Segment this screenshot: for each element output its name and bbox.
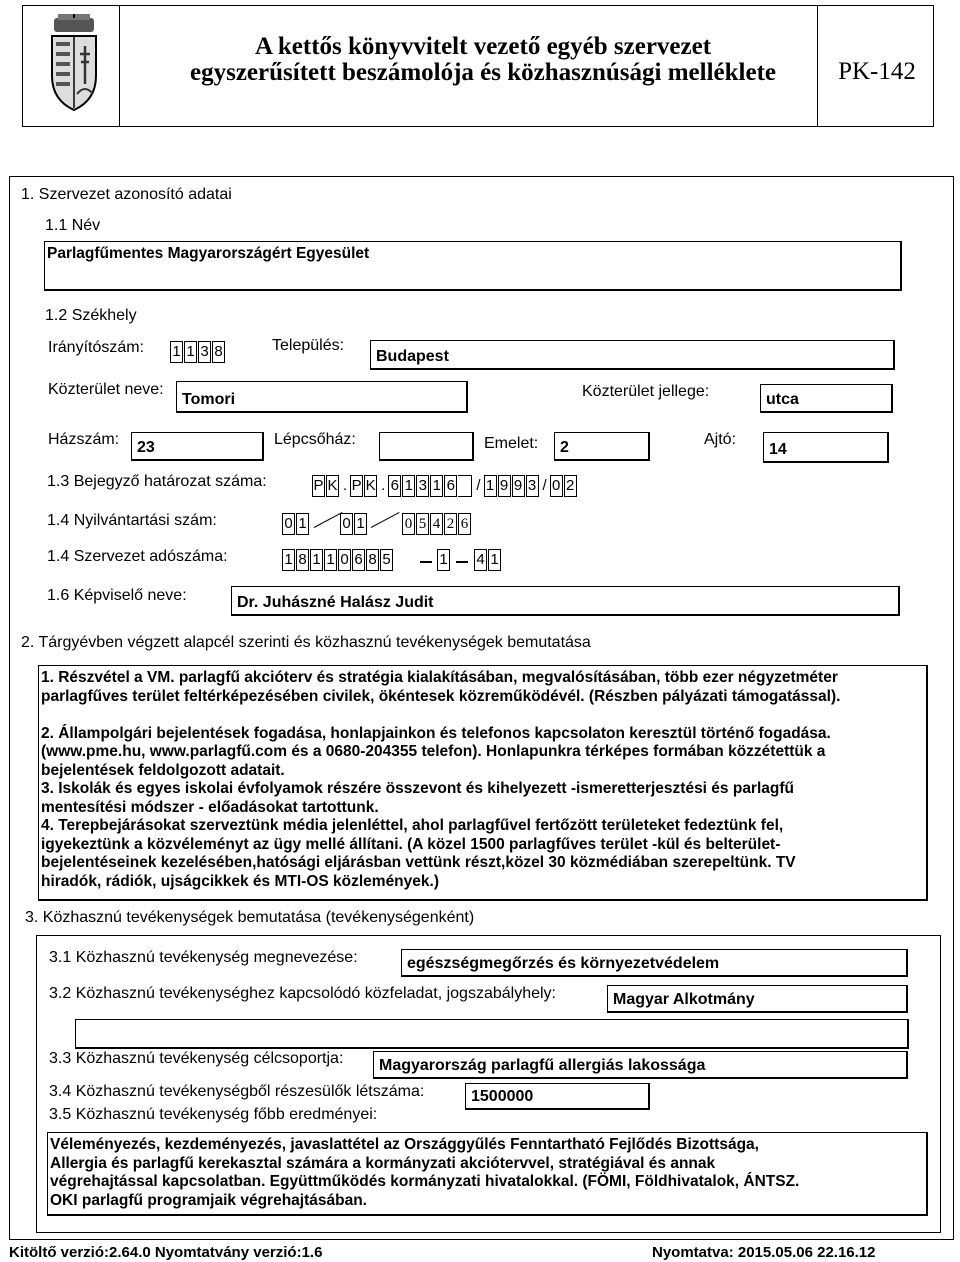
tax-dash — [456, 561, 468, 563]
tax-label: 1.4 Szervezet adószáma: — [47, 548, 228, 565]
zip-digit: 1 — [170, 341, 183, 363]
registry-char: 1 — [402, 475, 415, 497]
registry-char: P — [312, 475, 325, 497]
registry-char: 1 — [484, 475, 497, 497]
registry-char: 9 — [512, 475, 525, 497]
zip-label: Irányítószám: — [48, 339, 145, 356]
activity-block — [36, 935, 941, 1233]
record-digit: 1 — [296, 513, 309, 535]
door-label: Ajtó: — [704, 431, 737, 448]
tax-digit: 0 — [338, 549, 351, 571]
registry-char — [458, 475, 472, 497]
tax-digit: 1 — [437, 549, 450, 571]
registry-separator: . — [343, 477, 348, 494]
floor-label: Emelet: — [484, 435, 539, 452]
record-slash — [314, 512, 343, 528]
registry-char: 6 — [388, 475, 401, 497]
tax-digit: 8 — [366, 549, 379, 571]
tax-number-end[interactable] — [474, 549, 502, 571]
record-number-a[interactable] — [282, 513, 310, 535]
law-extra-field[interactable] — [75, 1019, 909, 1049]
footer-printed: Nyomtatva: 2015.05.06 22.16.12 — [652, 1244, 876, 1261]
registry-char: 6 — [444, 475, 457, 497]
record-digit: 2 — [444, 513, 457, 535]
tax-number-mid[interactable] — [437, 549, 451, 571]
representative-label: 1.6 Képviselő neve: — [47, 587, 187, 604]
count-label: 3.4 Közhasznú tevékenységből részesülők létszáma: — [49, 1083, 425, 1100]
tax-digit: 5 — [380, 549, 393, 571]
target-label: 3.3 Közhasznú tevékenység célcsoportja: — [49, 1050, 344, 1067]
registry-label: 1.3 Bejegyző határozat száma: — [47, 473, 267, 490]
record-number-c[interactable] — [402, 513, 472, 535]
staircase-label: Lépcsőház: — [274, 431, 356, 448]
record-number-b[interactable] — [340, 513, 368, 535]
registry-separator: / — [476, 477, 481, 494]
record-digit: 0 — [340, 513, 353, 535]
floor-field[interactable]: 2 — [554, 432, 650, 461]
house-label: Házszám: — [48, 431, 120, 448]
record-slash — [371, 512, 400, 528]
section3-heading: 3. Közhasznú tevékenységek bemutatása (tevékenységenként) — [25, 909, 475, 926]
activity-label: 3.1 Közhasznú tevékenység megnevezése: — [49, 949, 358, 966]
count-field[interactable]: 1500000 — [465, 1083, 650, 1110]
record-label: 1.4 Nyilvántartási szám: — [47, 512, 217, 529]
registry-char: 3 — [416, 475, 429, 497]
section2-heading: 2. Tárgyévben végzett alapcél szerinti és közhasznú tevékenységek bemutatása — [21, 634, 591, 651]
form-code: PK-142 — [838, 58, 916, 85]
name-label: 1.1 Név — [45, 217, 101, 234]
registry-char: 0 — [550, 475, 563, 497]
city-label: Település: — [272, 337, 345, 354]
street-field[interactable]: Tomori — [176, 381, 468, 413]
target-field[interactable]: Magyarország parlagfű allergiás lakossága — [373, 1051, 908, 1079]
results-field[interactable]: Véleményezés, kezdeményezés, javaslattétel az Országgyűlés Fenntartható Fejlődés Bizottsága, Allergia és parlagfű kerekasztal számára a kormányzati akciótervvel, stratégiával és annak végrehajtással kapcsolatban. Együttműködés kormányzati hivatalokkal. (FÖMI, Földhivatalok, ÁNTSZ. OKI parlagfű programjaik végrehajtásában. — [47, 1132, 928, 1216]
zip-digit: 1 — [184, 341, 197, 363]
registry-char: 3 — [526, 475, 539, 497]
registry-char: 2 — [564, 475, 577, 497]
section1-heading: 1. Szervezet azonosító adatai — [21, 186, 232, 203]
zip-digit: 3 — [198, 341, 211, 363]
tax-digit: 1 — [488, 549, 501, 571]
registry-char: 1 — [430, 475, 443, 497]
seat-label: 1.2 Székhely — [45, 307, 137, 324]
hungarian-coat-of-arms-icon — [46, 14, 102, 114]
tax-digit: 6 — [352, 549, 365, 571]
street-type-label: Közterület jellege: — [582, 383, 710, 400]
results-label: 3.5 Közhasznú tevékenység főbb eredményei: — [49, 1106, 378, 1123]
registry-char: K — [364, 475, 377, 497]
house-field[interactable]: 23 — [131, 432, 264, 461]
record-digit: 6 — [458, 513, 471, 535]
law-field[interactable]: Magyar Alkotmány — [607, 985, 908, 1013]
tax-digit: 1 — [324, 549, 337, 571]
activities-description[interactable]: 1. Részvétel a VM. parlagfű akcióterv és stratégia kialakításában, megvalósításában, több ezer négyzetméter parlagfűves terület feltérképezésében civilek, ökéntesek közreműködévél. (Részben pályázati támogatással). 2. Állampolgári bejelentések fogadása, honlapjainkon és telefonos kapcsolaton keresztül történő fogadása. (www.pme.hu, www.parlagfű.com és a 0680-204355 telefon). Honlapunkra térképes formában közzétettük a bejelentések feldolgozott adatait. 3. Iskolák és egyes iskolai évfolyamok részére összevont és kihelyezett -ismeretterjesztési és parlagfű mentesítési módszer - előadásokat tartottunk. 4. Terepbejárásokat szerveztünk média jelenléttel, ahol parlagfűvel fertőzött területeket fedeztünk fel, igyekeztünk a közvéleményt az ügy mellé állítani. (A közel 1500 parlagfűves terület -kül és belterület- bejelentéseinek kezelésében,hatósági eljárásban vettünk részt,közel 30 közmédiában szerepeltünk. TV hiradók, rádiók, ujságcikkek és MTI-OS közlemények.) — [38, 665, 928, 901]
tax-digit: 1 — [282, 549, 295, 571]
record-digit: 0 — [282, 513, 295, 535]
record-digit: 4 — [430, 513, 443, 535]
representative-field[interactable]: Dr. Juhászné Halász Judit — [231, 586, 900, 616]
zip-cells[interactable] — [170, 341, 226, 363]
city-field[interactable]: Budapest — [370, 340, 895, 370]
registry-number-cells[interactable] — [312, 475, 578, 497]
activity-field[interactable]: egészségmegőrzés és környezetvédelem — [401, 949, 908, 977]
zip-digit: 8 — [212, 341, 225, 363]
record-digit: 0 — [402, 513, 415, 535]
tax-digit: 1 — [310, 549, 323, 571]
registry-char: 9 — [498, 475, 511, 497]
tax-dash — [420, 561, 432, 563]
form-header — [22, 5, 934, 127]
law-label: 3.2 Közhasznú tevékenységhez kapcsolódó közfeladat, jogszabályhely: — [49, 985, 556, 1002]
tax-digit: 8 — [296, 549, 309, 571]
registry-separator: . — [381, 477, 386, 494]
record-digit: 1 — [354, 513, 367, 535]
door-field[interactable]: 14 — [763, 432, 889, 463]
form-title: A kettős könyvvitelt vezető egyéb szervezet egyszerűsített beszámolója és közhasznúsági melléklete — [190, 33, 776, 86]
registry-separator: / — [542, 477, 547, 494]
registry-char: K — [326, 475, 339, 497]
registry-char: P — [350, 475, 363, 497]
form-body — [9, 176, 954, 1240]
footer-version: Kitöltő verzió:2.64.0 Nyomtatvány verzió:1.6 — [9, 1244, 323, 1261]
staircase-field[interactable] — [379, 432, 474, 461]
tax-number-main[interactable] — [282, 549, 394, 571]
street-type-field[interactable]: utca — [760, 384, 893, 413]
record-digit: 5 — [416, 513, 429, 535]
name-field[interactable]: Parlagfűmentes Magyarországért Egyesület — [44, 241, 902, 291]
street-label: Közterület neve: — [48, 381, 164, 398]
tax-digit: 4 — [474, 549, 487, 571]
